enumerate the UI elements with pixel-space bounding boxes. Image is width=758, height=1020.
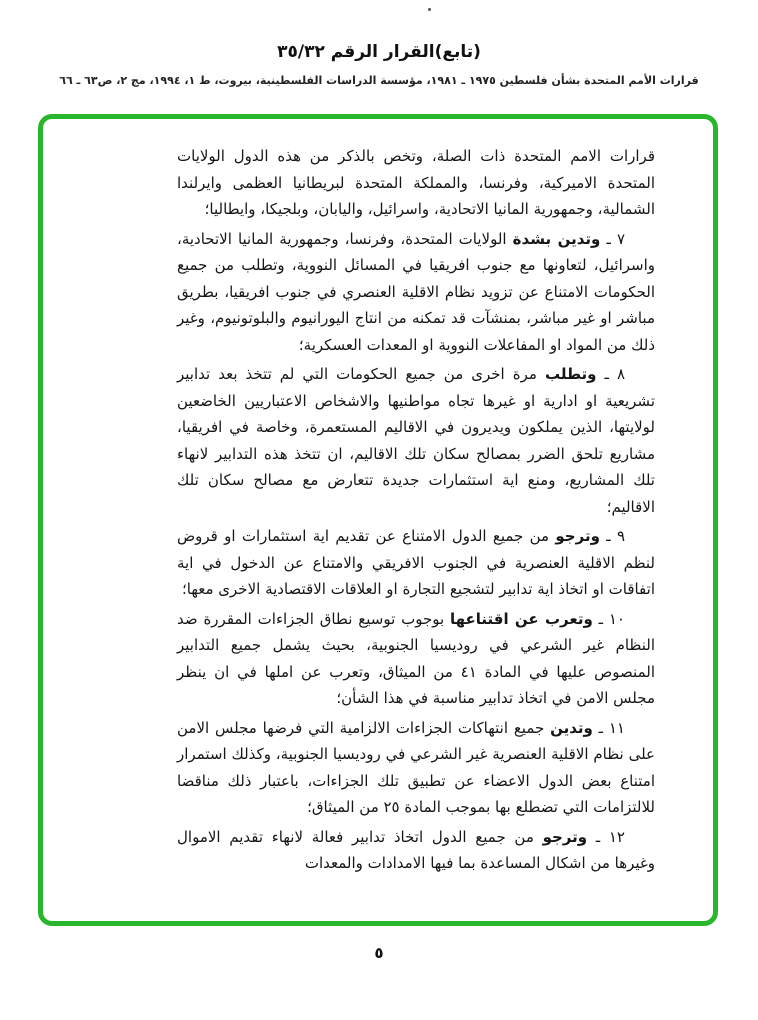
paragraph-text: مرة اخرى من جميع الحكومات التي لم تتخذ بعد تدابير تشريعية او ادارية او غيرها تجاه مواطنيها والاشخاص الاعتباريين الخاضعين لولايتها، الذين يملكون ويديرون في الاقاليم المستعمرة، وخاصة في افريقيا، مشاريع تلحق الضرر بمصالح سكان تلك الاقاليم، ان تتخذ هذه التدابير لانهاء تلك المشاريع، ومنع اية استثمارات جديدة تتعارض مع مصالح سكان تلك الاقاليم؛ xyxy=(177,365,655,516)
page-header xyxy=(0,42,758,87)
paragraph-text: الولايات المتحدة، وفرنسا، وجمهورية المانيا الاتحادية، واسرائيل، لتعاونها مع جنوب افريقيا في المسائل النووية، وتطلب من جميع الحكومات الامتناع عن تزويد نظام الاقلية العنصري في جنوب افريقيا، بطريق مباشر او غير مباشر، بمنشآت قد تمكنه من انتاج اليورانيوم والبلوتونيوم، وغير ذلك من المواد او المفاعلات النووية او المعدات العسكرية؛ xyxy=(177,229,655,354)
paragraph-text: من جميع الدول الامتناع عن تقديم اية استثمارات او قروض لنظم الاقلية العنصرية في الجنوب الافريقي والامتناع عن الدخول في اية اتفاقات او اتخاذ اية تدابير لتشجيع التجارة او العلاقات الاقتصادية الاخرى معها؛ xyxy=(177,527,655,598)
paragraph-lead: وتدين xyxy=(550,718,593,737)
paragraph-lead: وتطلب xyxy=(544,365,597,383)
paragraph-7 xyxy=(177,226,655,359)
paragraph-number: ٩ ـ xyxy=(599,527,625,545)
paragraph-text: قرارات الامم المتحدة ذات الصلة، وتخص بالذكر من هذه الدول الولايات المتحدة الاميركية، وفرنسا، والمملكة المتحدة لبريطانيا العظمى وايرلندا الشمالية، وجمهورية المانيا الاتحادية، واسرائيل، واليابان، وبلجيكا، وايطاليا؛ xyxy=(177,147,655,218)
paragraph-number: ١٠ ـ xyxy=(592,609,625,628)
paragraph-11 xyxy=(177,715,655,821)
paragraph-number: ١١ ـ xyxy=(592,718,625,737)
paragraph-number: ١٢ ـ xyxy=(587,827,625,846)
paragraph-continuation xyxy=(177,143,655,223)
paragraph-12 xyxy=(177,824,655,877)
paragraph-number: ٨ ـ xyxy=(596,365,626,383)
paragraph-lead: وتعرب عن اقتناعها xyxy=(450,609,593,628)
paragraph-10 xyxy=(177,606,655,712)
resolution-title: (تابع)القرار الرقم ٣٥/٣٢ xyxy=(277,42,481,62)
page-number: ٥ xyxy=(374,944,384,962)
paragraph-8 xyxy=(177,361,655,520)
scan-speck xyxy=(428,8,431,11)
paragraph-text: جميع انتهاكات الجزاءات الالزامية التي فرضها مجلس الامن على نظام الاقلية العنصرية غير الشرعي في روديسيا الجنوبية، وكذلك استمرار امتناع بعض الدول الاعضاء عن تطبيق تلك الجزاءات، باعتبار ذلك مناقضا للالتزامات التي تضطلع بها بموجب المادة ٢٥ من الميثاق؛ xyxy=(177,718,655,816)
paragraph-lead: وتدين بشدة xyxy=(512,229,601,248)
paragraph-9 xyxy=(177,523,655,603)
paragraph-text: بوجوب توسيع نطاق الجزاءات المقررة ضد النظام غير الشرعي في روديسيا الجنوبية، بحيث يشمل جميع التدابير المنصوص عليها في المادة ٤١ من الميثاق، وتعرب عن املها في ان ينظر مجلس الامن في اتخاذ تدابير مناسبة في هذا الشأن؛ xyxy=(177,609,655,707)
document-border xyxy=(38,114,718,926)
paragraph-number: ٧ ـ xyxy=(600,229,625,248)
paragraph-lead: وترجو xyxy=(555,527,600,545)
document-text-block xyxy=(177,143,655,880)
source-citation-line: قرارات الأمم المتحدة بشأن فلسطين ١٩٧٥ ـ ١٩٨١، مؤسسة الدراسات الفلسطينية، بيروت، ط ١، ١٩٩٤، مج ٢، ص٦٣ ـ ٦٦ xyxy=(59,74,699,87)
paragraph-lead: وترجو xyxy=(542,827,588,846)
paragraph-text: من جميع الدول اتخاذ تدابير فعالة لانهاء تقديم الاموال وغيرها من اشكال المساعدة بما فيها الامدادات والمعدات xyxy=(177,827,655,872)
